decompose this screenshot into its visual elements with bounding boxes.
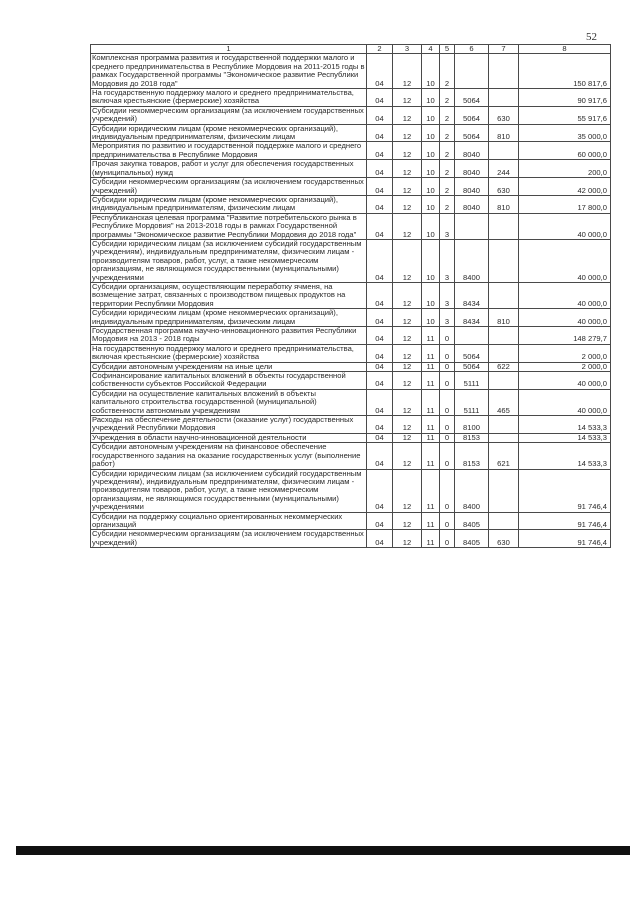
table-row <box>91 142 611 160</box>
subprogram-code: 3 <box>440 213 455 239</box>
scan-edge-bar <box>16 846 630 855</box>
subprogram-code: 0 <box>440 433 455 442</box>
program-code: 10 <box>422 160 440 178</box>
expense-type-code <box>489 239 519 282</box>
row-description: Республиканская целевая программа "Развитие потребительского рынка в Республике Мордовия" на 2013-2018 годы в рамках Государственной программы "Экономическое развитие Республики Мордовия до 2018 года" <box>91 213 367 239</box>
target-article-code: 5064 <box>455 124 489 142</box>
section-code: 04 <box>367 282 393 308</box>
expense-type-code <box>489 142 519 160</box>
program-code: 11 <box>422 344 440 362</box>
row-description: Субсидии некоммерческим организациям (за исключением государственных учреждений) <box>91 106 367 124</box>
subsection-code: 12 <box>393 389 422 415</box>
expense-type-code <box>489 433 519 442</box>
column-header: 1 <box>91 45 367 54</box>
subsection-code: 12 <box>393 469 422 512</box>
row-description: На государственную поддержку малого и среднего предпринимательства, включая крестьянские (фермерские) хозяйства <box>91 344 367 362</box>
subprogram-code: 0 <box>440 327 455 345</box>
section-code: 04 <box>367 344 393 362</box>
row-description: Учреждения в области научно-инновационной деятельности <box>91 433 367 442</box>
section-code: 04 <box>367 372 393 390</box>
table-row <box>91 309 611 327</box>
table-row <box>91 389 611 415</box>
section-code: 04 <box>367 160 393 178</box>
table-row <box>91 469 611 512</box>
expense-type-code: 630 <box>489 530 519 548</box>
target-article-code: 5064 <box>455 89 489 107</box>
table-row <box>91 195 611 213</box>
column-header: 7 <box>489 45 519 54</box>
subprogram-code: 2 <box>440 106 455 124</box>
subprogram-code: 0 <box>440 344 455 362</box>
program-code: 10 <box>422 106 440 124</box>
expense-type-code <box>489 54 519 89</box>
program-code: 10 <box>422 89 440 107</box>
row-description: Субсидии юридическим лицам (кроме некоммерческих организаций), индивидуальным предпринимателям, физическим лицам <box>91 309 367 327</box>
expense-type-code <box>489 469 519 512</box>
target-article-code: 8040 <box>455 178 489 196</box>
section-code: 04 <box>367 195 393 213</box>
amount-value: 40 000,0 <box>519 309 611 327</box>
program-code: 10 <box>422 54 440 89</box>
program-code: 11 <box>422 469 440 512</box>
program-code: 10 <box>422 195 440 213</box>
row-description: Субсидии на поддержку социально ориентированных некоммерческих организаций <box>91 512 367 530</box>
target-article-code: 5111 <box>455 389 489 415</box>
subprogram-code: 2 <box>440 54 455 89</box>
amount-value: 200,0 <box>519 160 611 178</box>
subsection-code: 12 <box>393 443 422 469</box>
amount-value: 35 000,0 <box>519 124 611 142</box>
target-article-code: 8405 <box>455 530 489 548</box>
subsection-code: 12 <box>393 160 422 178</box>
row-description: Субсидии юридическим лицам (кроме некоммерческих организаций), индивидуальным предпринимателям, физическим лицам <box>91 124 367 142</box>
expense-type-code: 621 <box>489 443 519 469</box>
target-article-code: 8153 <box>455 433 489 442</box>
amount-value: 150 817,6 <box>519 54 611 89</box>
section-code: 04 <box>367 89 393 107</box>
subsection-code: 12 <box>393 416 422 434</box>
table-row <box>91 282 611 308</box>
target-article-code: 8040 <box>455 142 489 160</box>
row-description: Субсидии автономным учреждениям на иные цели <box>91 362 367 371</box>
program-code: 11 <box>422 362 440 371</box>
section-code: 04 <box>367 469 393 512</box>
subprogram-code: 3 <box>440 309 455 327</box>
page-number: 52 <box>586 31 597 43</box>
subprogram-code: 0 <box>440 443 455 469</box>
subprogram-code: 2 <box>440 178 455 196</box>
subsection-code: 12 <box>393 239 422 282</box>
section-code: 04 <box>367 106 393 124</box>
expense-type-code <box>489 416 519 434</box>
section-code: 04 <box>367 362 393 371</box>
subprogram-code: 2 <box>440 160 455 178</box>
target-article-code: 5064 <box>455 362 489 371</box>
row-description: Субсидии некоммерческим организациям (за исключением государственных учреждений) <box>91 530 367 548</box>
row-description: Прочая закупка товаров, работ и услуг для обеспечения государственных (муниципальных) нужд <box>91 160 367 178</box>
table-row <box>91 213 611 239</box>
expense-type-code <box>489 344 519 362</box>
table-row <box>91 344 611 362</box>
program-code: 11 <box>422 433 440 442</box>
column-header: 6 <box>455 45 489 54</box>
section-code: 04 <box>367 124 393 142</box>
expense-type-code: 465 <box>489 389 519 415</box>
row-description: Государственная программа научно-инновационного развития Республики Мордовия на 2013 - 2018 годы <box>91 327 367 345</box>
program-code: 11 <box>422 327 440 345</box>
table-row <box>91 416 611 434</box>
expense-type-code: 630 <box>489 106 519 124</box>
expense-type-code <box>489 327 519 345</box>
subsection-code: 12 <box>393 433 422 442</box>
program-code: 10 <box>422 213 440 239</box>
program-code: 11 <box>422 416 440 434</box>
target-article-code: 5111 <box>455 372 489 390</box>
expense-type-code: 630 <box>489 178 519 196</box>
amount-value: 148 279,7 <box>519 327 611 345</box>
table-row <box>91 530 611 548</box>
table-row <box>91 106 611 124</box>
target-article-code <box>455 54 489 89</box>
section-code: 04 <box>367 433 393 442</box>
column-header: 2 <box>367 45 393 54</box>
subprogram-code: 0 <box>440 416 455 434</box>
budget-table <box>90 44 611 548</box>
column-header: 3 <box>393 45 422 54</box>
subsection-code: 12 <box>393 530 422 548</box>
subprogram-code: 0 <box>440 372 455 390</box>
table-row <box>91 178 611 196</box>
table-row <box>91 124 611 142</box>
amount-value: 42 000,0 <box>519 178 611 196</box>
row-description: Субсидии юридическим лицам (за исключением субсидий государственным учреждениям), индивидуальным предпринимателям, физическим лицам - производителям товаров, работ, услуг, а также некоммерческим организациям, не являющимся государственными (муниципальными) учреждениями <box>91 469 367 512</box>
subsection-code: 12 <box>393 195 422 213</box>
subsection-code: 12 <box>393 124 422 142</box>
table-row <box>91 327 611 345</box>
amount-value: 2 000,0 <box>519 362 611 371</box>
target-article-code: 8100 <box>455 416 489 434</box>
row-description: Комплексная программа развития и государственной поддержки малого и среднего предпринимательства в Республике Мордовия на 2011-2015 годы в рамках Государственной программы "Экономическое развитие Республики Мордовия до 2018 года" <box>92 53 365 88</box>
program-code: 10 <box>422 124 440 142</box>
row-description: На государственную поддержку малого и среднего предпринимательства, включая крестьянские (фермерские) хозяйства <box>91 89 367 107</box>
subsection-code: 12 <box>393 372 422 390</box>
subprogram-code: 0 <box>440 512 455 530</box>
program-code: 10 <box>422 282 440 308</box>
column-header: 4 <box>422 45 440 54</box>
section-code: 04 <box>367 213 393 239</box>
row-description: Мероприятия по развитию и государственной поддержке малого и среднего предпринимательства в Республике Мордовия <box>91 142 367 160</box>
table-row <box>91 160 611 178</box>
expense-type-code: 622 <box>489 362 519 371</box>
target-article-code: 8400 <box>455 469 489 512</box>
subsection-code: 12 <box>393 106 422 124</box>
section-code: 04 <box>367 178 393 196</box>
section-code: 04 <box>367 530 393 548</box>
table-row <box>91 89 611 107</box>
subsection-code: 12 <box>393 309 422 327</box>
amount-value: 60 000,0 <box>519 142 611 160</box>
program-code: 10 <box>422 142 440 160</box>
amount-value: 90 917,6 <box>519 89 611 107</box>
subsection-code: 12 <box>393 327 422 345</box>
amount-value: 91 746,4 <box>519 469 611 512</box>
subprogram-code: 0 <box>440 530 455 548</box>
target-article-code <box>455 213 489 239</box>
section-code: 04 <box>367 239 393 282</box>
section-code: 04 <box>367 389 393 415</box>
program-code: 11 <box>422 389 440 415</box>
subprogram-code: 2 <box>440 195 455 213</box>
amount-value: 40 000,0 <box>519 372 611 390</box>
amount-value: 17 800,0 <box>519 195 611 213</box>
expense-type-code <box>489 372 519 390</box>
section-code: 04 <box>367 327 393 345</box>
target-article-code: 8040 <box>455 195 489 213</box>
program-code: 10 <box>422 178 440 196</box>
row-description: Субсидии некоммерческим организациям (за исключением государственных учреждений) <box>91 178 367 196</box>
table-row <box>91 54 611 89</box>
column-header: 8 <box>519 45 611 54</box>
section-code: 04 <box>367 142 393 160</box>
expense-type-code: 810 <box>489 195 519 213</box>
table-row <box>91 239 611 282</box>
subprogram-code: 3 <box>440 282 455 308</box>
subsection-code: 12 <box>393 89 422 107</box>
program-code: 11 <box>422 512 440 530</box>
amount-value: 40 000,0 <box>519 282 611 308</box>
section-code: 04 <box>367 512 393 530</box>
expense-type-code <box>489 512 519 530</box>
subsection-code: 12 <box>393 54 422 89</box>
subprogram-code: 3 <box>440 239 455 282</box>
target-article-code: 5064 <box>455 106 489 124</box>
expense-type-code: 810 <box>489 124 519 142</box>
subprogram-code: 2 <box>440 142 455 160</box>
expense-type-code: 810 <box>489 309 519 327</box>
expense-type-code <box>489 213 519 239</box>
program-code: 11 <box>422 372 440 390</box>
row-description: Субсидии организациям, осуществляющим переработку ячменя, на возмещение затрат, связанных с производством пищевых продуктов на территории Республики Мордовия <box>91 282 367 308</box>
section-code: 04 <box>367 309 393 327</box>
subsection-code: 12 <box>393 344 422 362</box>
subsection-code: 12 <box>393 178 422 196</box>
amount-value: 55 917,6 <box>519 106 611 124</box>
target-article-code: 8153 <box>455 443 489 469</box>
row-description: Субсидии на осуществление капитальных вложений в объекты капитального строительства государственной (муниципальной) собственности автономным учреждениям <box>91 389 367 415</box>
program-code: 11 <box>422 530 440 548</box>
program-code: 10 <box>422 239 440 282</box>
target-article-code: 8400 <box>455 239 489 282</box>
amount-value: 40 000,0 <box>519 213 611 239</box>
expense-type-code <box>489 282 519 308</box>
target-article-code: 8434 <box>455 309 489 327</box>
target-article-code: 8434 <box>455 282 489 308</box>
row-description: Расходы на обеспечение деятельности (оказание услуг) государственных учреждений Республики Мордовия <box>91 416 367 434</box>
subsection-code: 12 <box>393 142 422 160</box>
row-description: Субсидии автономным учреждениям на финансовое обеспечение государственного задания на оказание государственных услуг (выполнение работ) <box>91 443 367 469</box>
section-code: 04 <box>367 416 393 434</box>
row-description: Субсидии юридическим лицам (за исключением субсидий государственным учреждениям), индивидуальным предпринимателям, физическим лицам - производителям товаров, работ, услуг, а также некоммерческим организациям, не являющимся государственными (муниципальными) учреждениями <box>91 239 367 282</box>
subprogram-code: 2 <box>440 89 455 107</box>
expense-type-code: 244 <box>489 160 519 178</box>
subsection-code: 12 <box>393 213 422 239</box>
target-article-code <box>455 327 489 345</box>
column-header: 5 <box>440 45 455 54</box>
section-code: 04 <box>367 54 393 89</box>
target-article-code: 8405 <box>455 512 489 530</box>
subprogram-code: 0 <box>440 362 455 371</box>
expense-type-code <box>489 89 519 107</box>
subsection-code: 12 <box>393 512 422 530</box>
amount-value: 14 533,3 <box>519 416 611 434</box>
target-article-code: 8040 <box>455 160 489 178</box>
program-code: 10 <box>422 309 440 327</box>
program-code: 11 <box>422 443 440 469</box>
table-row <box>91 512 611 530</box>
section-code: 04 <box>367 443 393 469</box>
amount-value: 14 533,3 <box>519 433 611 442</box>
subprogram-code: 0 <box>440 469 455 512</box>
subsection-code: 12 <box>393 282 422 308</box>
row-description: Софинансирование капитальных вложений в объекты государственной собственности субъектов Российской Федерации <box>91 372 367 390</box>
subprogram-code: 0 <box>440 389 455 415</box>
target-article-code: 5064 <box>455 344 489 362</box>
row-description: Субсидии юридическим лицам (кроме некоммерческих организаций), индивидуальным предпринимателям, физическим лицам <box>91 195 367 213</box>
amount-value: 91 746,4 <box>519 512 611 530</box>
amount-value: 91 746,4 <box>519 530 611 548</box>
amount-value: 2 000,0 <box>519 344 611 362</box>
amount-value: 14 533,3 <box>519 443 611 469</box>
amount-value: 40 000,0 <box>519 239 611 282</box>
table-row <box>91 372 611 390</box>
amount-value: 40 000,0 <box>519 389 611 415</box>
table-row <box>91 443 611 469</box>
subprogram-code: 2 <box>440 124 455 142</box>
subsection-code: 12 <box>393 362 422 371</box>
